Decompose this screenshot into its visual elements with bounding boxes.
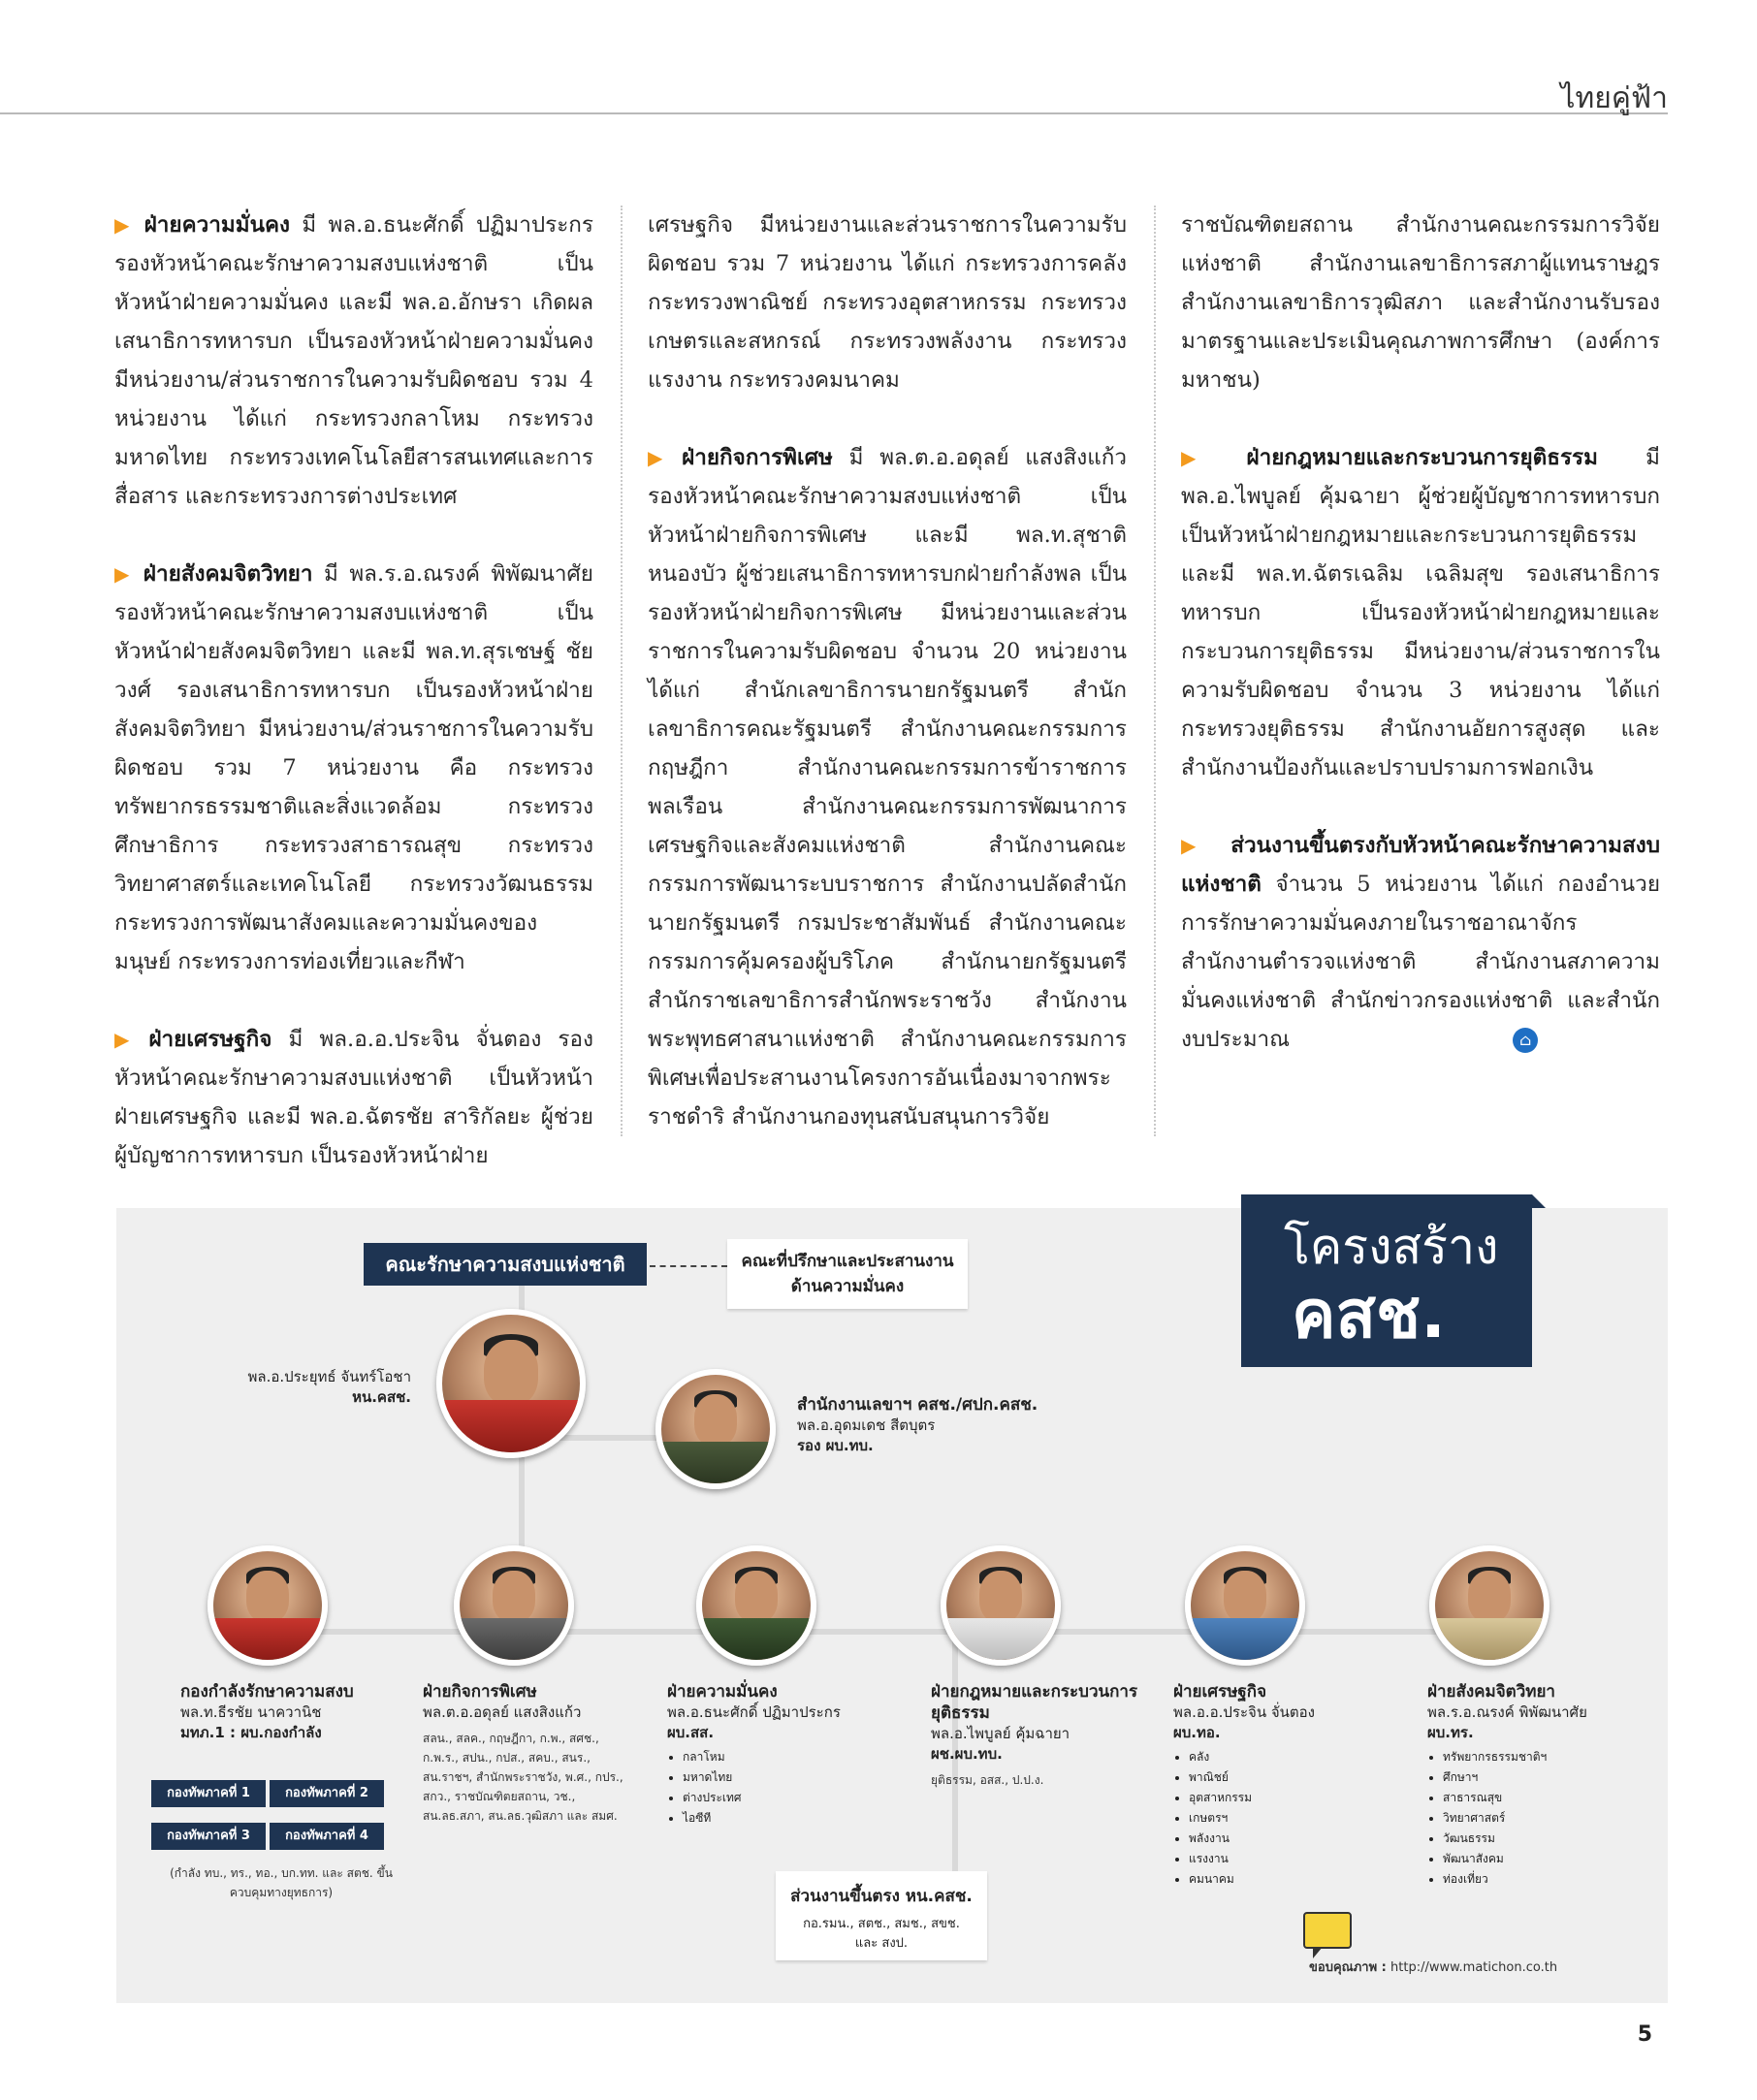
region-box-3: กองทัพภาคที่ 3 [151, 1823, 266, 1850]
paragraph-direct-units: ▶ ส่วนงานขึ้นตรงกับหัวหน้าคณะรักษาความสงบแห่งชาติ จำนวน 5 หน่วยงาน ได้แก่ กองอำนวยการรักษาความมั่นคงภายในราชอาณาจักร สำนักงานตำรวจแห่งชาติ สำนักงานสภาความมั่นคงแห่งชาติ สำนักข่าวกรองแห่งชาติ และสำนักงบประมาณ ⌂ [1181, 833, 1660, 1052]
magazine-name: ไทยคู่ฟ้า [1560, 81, 1668, 115]
division-label-peacekeeping: กองกำลังรักษาความสงบ พล.ท.ธีรชัย นาควานิช มทภ.1 : ผบ.กองกำลัง [180, 1682, 354, 1741]
paragraph-special-affairs: ▶ ฝ่ายกิจการพิเศษ มี พล.ต.อ.อดุลย์ แสงสิงแก้ว รองหัวหน้าคณะรักษาความสงบแห่งชาติ เป็นหัวหน้าฝ่ายกิจการพิเศษ และมี พล.ท.สุชาติ หนองบัว ผู้ช่วยเสนาธิการทหารบกฝ่ายกำลังพล เป็นรองหัวหน้าฝ่ายกิจการพิเศษ มีหน่วยงานและส่วนราชการในความรับผิดชอบ จำนวน 20 หน่วยงาน ได้แก่ สำนักเลขาธิการนายกรัฐมนตรี สำนักเลขาธิการคณะรัฐมนตรี สำนักงานคณะกรรมการกฤษฎีกา สำนักงานคณะกรรมการข้าราชการพลเรือน สำนักงานคณะกรรมการพัฒนาการเศรษฐกิจและสังคมแห่งชาติ สำนักงานคณะกรรมการพัฒนาระบบราชการ สำนักงานปลัดสำนักนายกรัฐมนตรี กรมประชาสัมพันธ์ สำนักงานคณะกรรมการคุ้มครองผู้บริโภค สำนักนายกรัฐมนตรี สำนักราชเลขาธิการสำนักพระราชวัง สำนักงานพระพุทธศาสนาแห่งชาติ สำนักงานคณะกรรมการพิเศษเพื่อประสานงานโครงการอันเนื่องมาจากพระราชดำริ สำนักงานกองทุนสนับสนุนการวิจัย [648, 445, 1127, 1130]
division-label-security: ฝ่ายความมั่นคง พล.อ.ธนะศักดิ์ ปฏิมาประกร ผบ.สส. • กลาโหม • มหาดไทย • ต่างประเทศ • ไอซีที [667, 1681, 880, 1829]
column-1 [114, 206, 593, 1168]
region-box-4: กองทัพภาคที่ 4 [270, 1823, 384, 1850]
paragraph-justice: ▶ ฝ่ายกฎหมายและกระบวนการยุติธรรม มี พล.อ.ไพบูลย์ คุ้มฉายา ผู้ช่วยผู้บัญชาการทหารบก เป็นหัวหน้าฝ่ายกฎหมายและกระบวนการยุติธรรม และมี พล.ท.ฉัตรเฉลิม เฉลิมสุข รองเสนาธิการทหารบก เป็นรองหัวหน้าฝ่ายกฎหมายและกระบวนการยุติธรรม มีหน่วยงาน/ส่วนราชการในความรับผิดชอบ จำนวน 3 หน่วยงาน ได้แก่ กระทรวงยุติธรรม สำนักงานอัยการสูงสุด และสำนักงานป้องกันและปราบปรามการฟอกเงิน [1181, 445, 1660, 780]
leader-label: พล.อ.ประยุทธ์ จันทร์โอชา หน.คสช. [247, 1368, 411, 1406]
org-name-box: คณะรักษาความสงบแห่งชาติ [364, 1243, 647, 1286]
bullet-arrow-icon: ▶ [1181, 446, 1237, 469]
photo-credit: ขอบคุณภาพ : http://www.matichon.co.th [1309, 1960, 1558, 1975]
division-label-social: ฝ่ายสังคมจิตวิทยา พล.ร.อ.ณรงค์ พิพัฒนาศัย ผบ.ทร. • ทรัพยากรธรรมชาติฯ • ศึกษาฯ • สาธารณสุข • วิทยาศาสตร์ • วัฒนธรรม • พัฒนาสังคม • ท่องเที่ยว [1427, 1681, 1641, 1890]
paragraph-economy: ▶ ฝ่ายเศรษฐกิจ มี พล.อ.อ.ประจิน จั่นตอง รองหัวหน้าคณะรักษาความสงบแห่งชาติ เป็นหัวหน้าฝ่ายเศรษฐกิจ และมี พล.อ.ฉัตรชัย สาริกัลยะ ผู้ช่วยผู้บัญชาการทหารบก เป็นรองหัวหน้าฝ่าย [114, 1027, 593, 1168]
division-photo-justice [941, 1545, 1061, 1666]
secretariat-photo [655, 1369, 776, 1489]
division-photo-security [696, 1545, 816, 1666]
credit-url[interactable]: http://www.matichon.co.th [1390, 1960, 1558, 1975]
security-items-list: • กลาโหม • มหาดไทย • ต่างประเทศ • ไอซีที [667, 1747, 880, 1829]
bullet-arrow-icon: ▶ [1181, 834, 1222, 857]
header-rule [0, 112, 1668, 114]
secretariat-label: สำนักงานเลขาฯ คสช./ศปก.คสช. พล.อ.อุดมเดช สีตบุตร รอง ผบ.ทบ. [797, 1395, 1038, 1454]
division-label-special: ฝ่ายกิจการพิเศษ พล.ต.อ.อดุลย์ แสงสิงแก้ว สลน., สลค., กฤษฎีกา, ก.พ., สศช., ก.พ.ร., สปน., กปส., สคบ., สนร., สน.ราชฯ, สำนักพระราชวัง, พ.ศ., กปร., สกว., ราชบัณฑิตยสถาน, วช., สน.ลธ.สภา, สน.ลธ.วุฒิสภา และ สมศ. [423, 1682, 623, 1823]
division-photo-economy [1185, 1545, 1305, 1666]
leader-photo [436, 1309, 586, 1458]
paragraph-economy-cont: เศรษฐกิจ มีหน่วยงานและส่วนราชการในความรับผิดชอบ รวม 7 หน่วยงาน ได้แก่ กระทรวงการคลัง กระทรวงพาณิชย์ กระทรวงอุตสาหกรรม กระทรวงเกษตรและสหกรณ์ กระทรวงพลังงาน กระทรวงแรงงาน กระทรวงคมนาคม [648, 212, 1127, 393]
advisory-dashed-link [650, 1265, 727, 1267]
social-items-list: • ทรัพยากรธรรมชาติฯ • ศึกษาฯ • สาธารณสุข • วิทยาศาสตร์ • วัฒนธรรม • พัฒนาสังคม • ท่องเที่ยว [1427, 1747, 1641, 1890]
bullet-arrow-icon: ▶ [114, 562, 134, 586]
column-divider [621, 206, 623, 1136]
bullet-arrow-icon: ▶ [648, 446, 673, 469]
chart-title-line2: คสช. [1292, 1277, 1446, 1353]
column-3 [1181, 206, 1660, 1136]
page-number: 5 [1637, 2022, 1652, 2047]
division-photo-special [454, 1545, 574, 1666]
column-2 [648, 206, 1127, 1136]
paragraph-special-cont: ราชบัณฑิตยสถาน สำนักงานคณะกรรมการวิจัยแห่งชาติ สำนักงานเลขาธิการสภาผู้แทนราษฎร สำนักงานเลขาธิการวุฒิสภา และสำนักงานรับรองมาตรฐานและประเมินคุณภาพการศึกษา (องค์การมหาชน) [1181, 212, 1660, 393]
advisory-box: คณะที่ปรึกษาและประสานงาน ด้านความมั่นคง [727, 1239, 968, 1309]
division-label-economy: ฝ่ายเศรษฐกิจ พล.อ.อ.ประจิน จั่นตอง ผบ.ทอ. • คลัง • พาณิชย์ • อุตสาหกรรม • เกษตรฯ • พลังงาน • แรงงาน • คมนาคม [1173, 1681, 1387, 1890]
economy-items-list: • คลัง • พาณิชย์ • อุตสาหกรรม • เกษตรฯ • พลังงาน • แรงงาน • คมนาคม [1173, 1747, 1387, 1890]
bullet-arrow-icon: ▶ [114, 1028, 140, 1051]
paragraph-social: ▶ ฝ่ายสังคมจิตวิทยา มี พล.ร.อ.ณรงค์ พิพัฒนาศัย รองหัวหน้าคณะรักษาความสงบแห่งชาติ เป็นหัวหน้าฝ่ายสังคมจิตวิทยา และมี พล.ท.สุรเชษฐ์ ชัยวงศ์ รองเสนาธิการทหารบก เป็นรองหัวหน้าฝ่ายสังคมจิตวิทยา มีหน่วยงาน/ส่วนราชการในความรับผิดชอบ รวม 7 หน่วยงาน คือ กระทรวงทรัพยากรธรรมชาติและสิ่งแวดล้อม กระทรวงศึกษาธิการ กระทรวงสาธารณสุข กระทรวงวิทยาศาสตร์และเทคโนโลยี กระทรวงวัฒนธรรม กระทรวงการพัฒนาสังคมและความมั่นคงของมนุษย์ กระทรวงการท่องเที่ยวและกีฬา [114, 561, 593, 974]
region-box-1: กองทัพภาคที่ 1 [151, 1780, 266, 1807]
division-label-justice: ฝ่ายกฎหมายและกระบวนการยุติธรรม พล.อ.ไพบูลย์ คุ้มฉายา ผช.ผบ.ทบ. ยุติธรรม, อสส., ป.ป.ง. [931, 1682, 1138, 1787]
region-box-2: กองทัพภาคที่ 2 [270, 1780, 384, 1807]
paragraph-security: ▶ ฝ่ายความมั่นคง มี พล.อ.ธนะศักดิ์ ปฏิมาประกร รองหัวหน้าคณะรักษาความสงบแห่งชาติ เป็นหัวหน้าฝ่ายความมั่นคง และมี พล.อ.อักษรา เกิดผล เสนาธิการทหารบก เป็นรองหัวหน้าฝ่ายความมั่นคง มีหน่วยงาน/ส่วนราชการในความรับผิดชอบ รวม 4 หน่วยงาน ได้แก่ กระทรวงกลาโหม กระทรวงมหาดไทย กระทรวงเทคโนโลยีสารสนเทศและการสื่อสาร และกระทรวงการต่างประเทศ [114, 212, 593, 509]
division-photo-peacekeeping [208, 1545, 328, 1666]
direct-units-detail: กอ.รมน., สตช., สมช., สขช. และ สงป. [803, 1917, 960, 1951]
end-mark-icon: ⌂ [1513, 1028, 1538, 1053]
direct-units-box [776, 1871, 987, 1960]
column-divider [1154, 206, 1156, 1136]
chat-bubble-icon [1303, 1912, 1352, 1949]
direct-units-title: ส่วนงานขึ้นตรง หน.คสช. [790, 1887, 973, 1906]
regions-note: (กำลัง ทบ., ทร., ทอ., บก.ทท. และ สตช. ขึ้นควบคุมทางยุทธการ) [170, 1866, 393, 1899]
chart-title-line1: โครงสร้าง [1284, 1219, 1499, 1275]
chart-title-box [1241, 1194, 1532, 1367]
bullet-arrow-icon: ▶ [114, 213, 135, 237]
division-photo-social [1429, 1545, 1549, 1666]
